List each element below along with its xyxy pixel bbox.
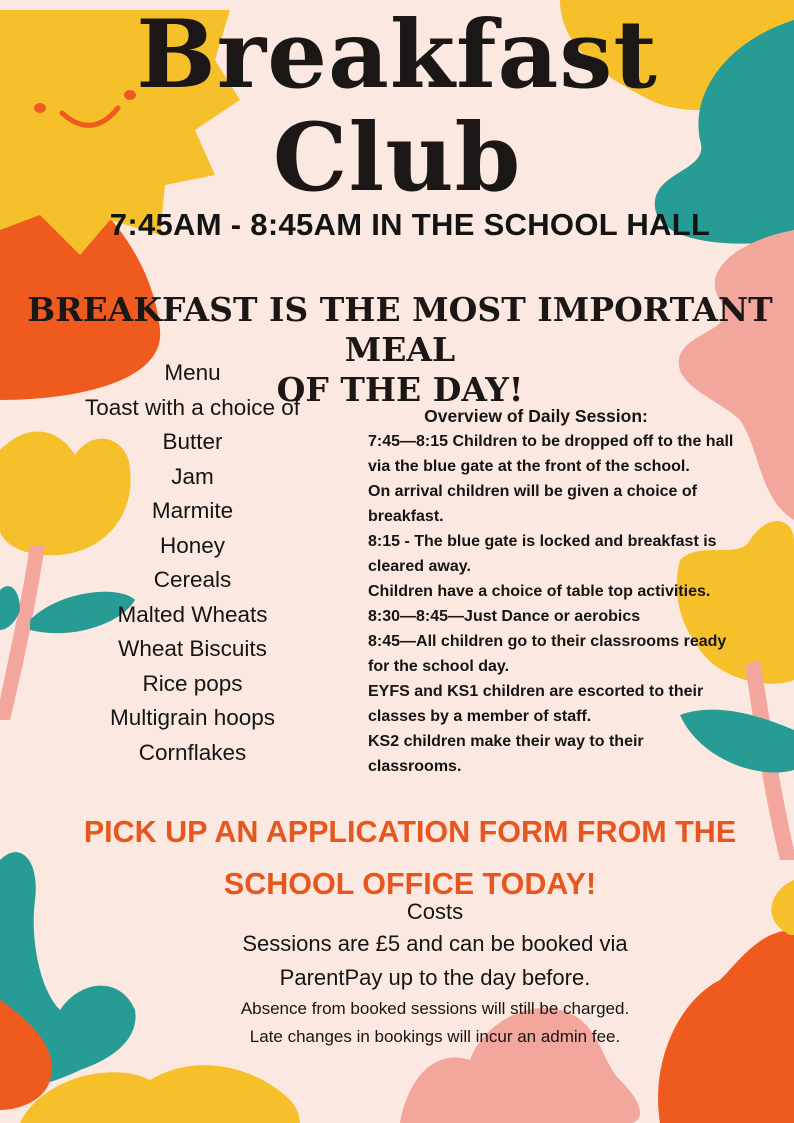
menu-item: Toast with a choice of	[84, 394, 301, 420]
overview-line: via the blue gate at the front of the school.	[368, 458, 690, 475]
menu-section	[40, 356, 345, 770]
overview-line: breakfast.	[368, 508, 444, 525]
costs-heading: Costs	[406, 899, 464, 924]
overview-line: On arrival children will be given a choice of	[368, 483, 697, 500]
tagline-line-2: OF THE DAY!	[276, 370, 524, 409]
pink-stem-left	[0, 545, 45, 720]
application-form-callout	[0, 806, 794, 910]
overview-line: 7:45—8:15 Children to be dropped off to the hall	[368, 433, 734, 450]
overview-line: cleared away.	[368, 558, 471, 575]
title-line-2: Club	[272, 103, 522, 213]
title-line-1: Breakfast	[136, 0, 658, 110]
overview-line: classes by a member of staff.	[368, 708, 592, 725]
callout-line-1: PICK UP AN APPLICATION FORM FROM THE	[83, 815, 737, 849]
costs-line: ParentPay up to the day before.	[279, 965, 591, 990]
menu-heading: Menu	[164, 360, 221, 385]
overview-line: EYFS and KS1 children are escorted to their	[368, 683, 704, 700]
menu-item: Honey	[159, 532, 226, 558]
overview-heading: Overview of Daily Session:	[424, 406, 648, 426]
overview-line: KS2 children make their way to their	[368, 733, 644, 750]
menu-item: Cereals	[153, 567, 232, 592]
tagline-line-1: BREAKFAST IS THE MOST IMPORTANT MEAL	[27, 290, 773, 369]
callout-line-2: SCHOOL OFFICE TODAY!	[223, 867, 597, 901]
menu-item: Multigrain hoops	[109, 705, 276, 730]
menu-item: Rice pops	[142, 670, 243, 696]
overview-line: 8:15 - The blue gate is locked and breakfast is	[368, 533, 717, 550]
overview-section	[368, 404, 794, 779]
overview-line: for the school day.	[368, 658, 510, 675]
menu-item: Malted Wheats	[117, 601, 268, 627]
overview-line: Children have a choice of table top activities.	[368, 583, 711, 600]
menu-item: Butter	[162, 429, 223, 454]
costs-note: Absence from booked sessions will still be charged.	[240, 999, 630, 1018]
overview-line: 8:30—8:45—Just Dance or aerobics	[368, 608, 641, 625]
menu-item: Jam	[171, 463, 214, 489]
costs-note: Late changes in bookings will incur an admin fee.	[249, 1027, 621, 1046]
overview-line: 8:45—All children go to their classrooms ready	[368, 633, 727, 650]
costs-line: Sessions are £5 and can be booked via	[242, 931, 628, 956]
menu-item: Wheat Biscuits	[118, 636, 267, 661]
menu-item: Marmite	[151, 498, 234, 523]
session-times: 7:45AM - 8:45AM IN THE SCHOOL HALL	[109, 207, 711, 242]
costs-section	[0, 897, 794, 1051]
menu-item: Cornflakes	[138, 739, 247, 765]
overview-line: classrooms.	[368, 758, 462, 775]
